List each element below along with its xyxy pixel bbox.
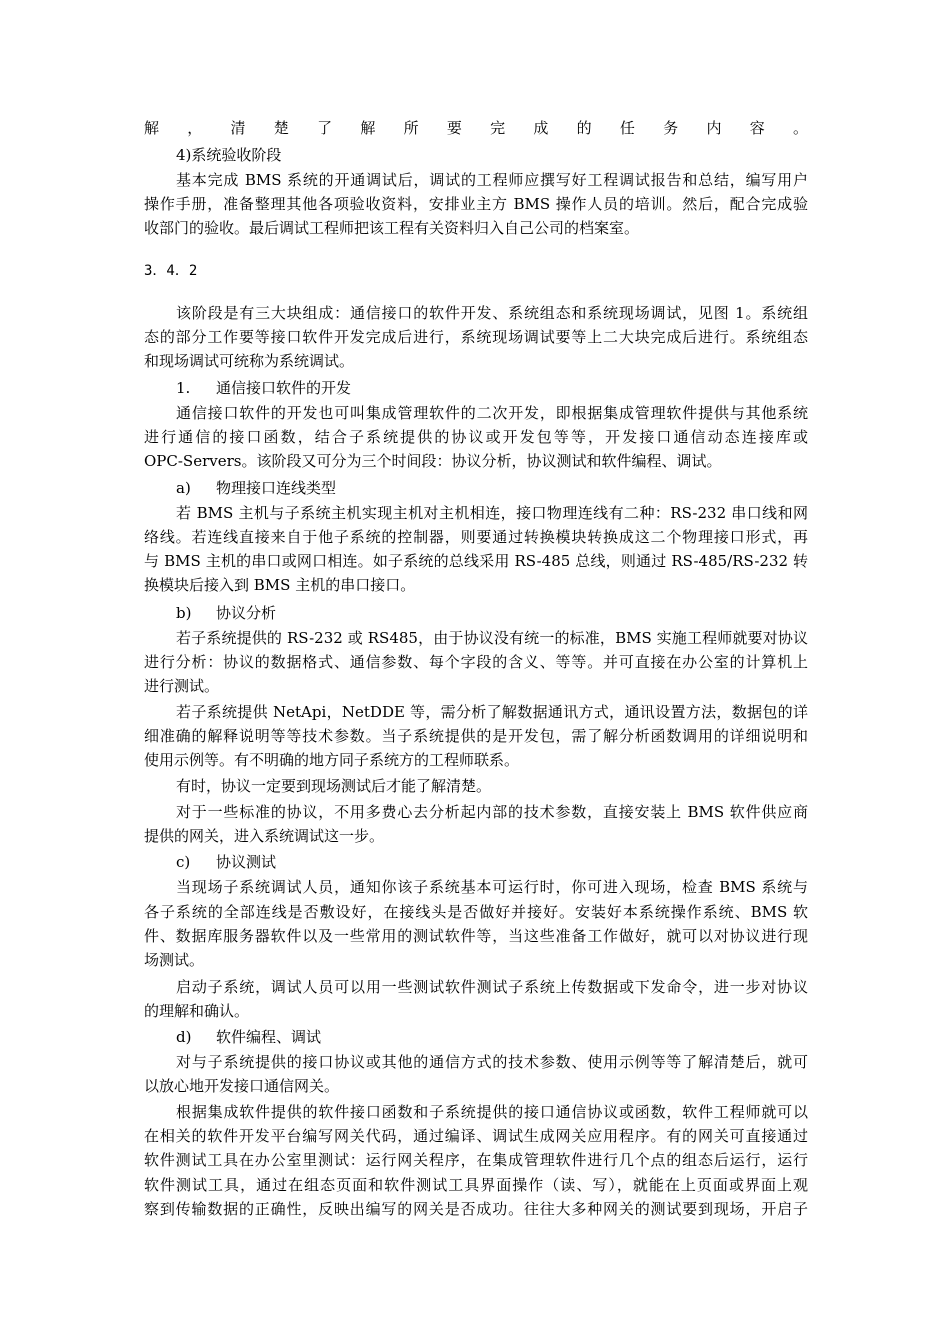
list-marker: c) (176, 853, 191, 871)
list-marker: b) (176, 604, 192, 622)
paragraph-line: 进行测试。 (144, 677, 220, 695)
list-item-label: 协议测试 (216, 853, 277, 871)
paragraph-line: 提供的网关，进入系统调试这一步。 (144, 827, 385, 845)
paragraph-line: 细准确的解释说明等等技术参数。当子系统提供的是开发包，需了解分析函数调用的详细说明和 (144, 727, 808, 745)
paragraph-line: 察到传输数据的正确性，反映出编写的网关是否成功。往往大多种网关的测试要到现场，开启子 (144, 1200, 808, 1218)
paragraph-line: 对于一些标准的协议，不用多费心去分析起内部的技术参数，直接安装上 BMS 软件供应商 (176, 803, 808, 821)
paragraph-line: 态的部分工作要等接口软件开发完成后进行，系统现场调试要等上二大块完成后进行。系统组态 (144, 328, 808, 346)
paragraph-line: 在相关的软件开发平台编写网关代码，通过编译、调试生成网关应用程序。有的网关可直接通过 (144, 1127, 808, 1145)
paragraph-line: 络线。若连线直接来自于他子系统的控制器，则要通过转换模块转换成这二个物理接口形式，再 (144, 528, 808, 546)
list-item-label: 协议分析 (216, 604, 277, 622)
list-item-d (176, 1027, 321, 1047)
paragraph-line: 场测试。 (144, 951, 205, 969)
list-marker: d) (176, 1028, 192, 1046)
paragraph-line: 根据集成软件提供的软件接口函数和子系统提供的接口通信协议或函数，软件工程师就可以 (176, 1103, 808, 1121)
paragraph-line: 收部门的验收。最后调试工程师把该工程有关资料归入自己公司的档案室。 (144, 219, 640, 237)
section-title: 4)系统验收阶段 (176, 146, 282, 164)
paragraph-line: 进行通信的接口函数，结合子系统提供的协议或开发包等等，开发接口通信动态连接库或 (144, 428, 808, 446)
paragraph-line: 对与子系统提供的接口协议或其他的通信方式的技术参数、使用示例等等了解清楚后，就可 (176, 1053, 808, 1071)
paragraph-line: 进行分析：协议的数据格式、通信参数、每个字段的含义、等等。并可直接在办公室的计算机上 (144, 653, 808, 671)
list-item-label: 物理接口连线类型 (216, 479, 337, 497)
paragraph-line: 解，清楚了解所要完成的任务内容。 (144, 119, 808, 137)
paragraph-line: 件、数据库服务器软件以及一些常用的测试软件等，当这些准备工作做好，就可以对协议进行现 (144, 927, 808, 945)
paragraph-line: OPC-Servers。该阶段又可分为三个时间段：协议分析，协议测试和软件编程、调试。 (144, 452, 722, 470)
list-marker: 1. (176, 379, 191, 397)
paragraph-line: 以放心地开发接口通信网关。 (144, 1077, 340, 1095)
paragraph-line: 若 BMS 主机与子系统主机实现主机对主机相连，接口物理连线有二种：RS-232 串口线和网 (176, 504, 808, 522)
list-marker: a) (176, 479, 191, 497)
paragraph-line: 软件测试工具在办公室里测试：运行网关程序，在集成管理软件进行几个点的组态后运行，运行 (144, 1151, 808, 1169)
paragraph-line: 若子系统提供 NetApi，NetDDE 等，需分析了解数据通讯方式，通讯设置方法，数据包的详 (176, 703, 808, 721)
paragraph-line: 的理解和确认。 (144, 1002, 250, 1020)
section-heading: 3．4．2 (144, 263, 198, 279)
paragraph-line: 若子系统提供的 RS-232 或 RS485，由于协议没有统一的标准，BMS 实施工程师就要对协议 (176, 629, 808, 647)
list-item-1 (176, 378, 351, 398)
paragraph-line: 当现场子系统调试人员，通知你该子系统基本可运行时，你可进入现场，检查 BMS 系统与 (176, 878, 808, 896)
paragraph-line: 操作手册，准备整理其他各项验收资料，安排业主方 BMS 操作人员的培训。然后，配合完成验 (144, 195, 808, 213)
paragraph-line: 基本完成 BMS 系统的开通调试后，调试的工程师应撰写好工程调试报告和总结，编写用户 (176, 171, 808, 189)
paragraph-line: 与 BMS 主机的串口或网口相连。如子系统的总线采用 RS-485 总线，则通过 RS-485/RS-232 转 (144, 552, 808, 570)
paragraph-line: 各子系统的全部连线是否敷设好，在接线头是否做好并接好。安装好本系统操作系统、BMS 软 (144, 903, 808, 921)
paragraph-line: 换模块后接入到 BMS 主机的串口接口。 (144, 576, 416, 594)
paragraph-line: 软件测试工具，通过在组态页面和软件测试工具界面操作（读、写），就能在上页面或界面上观 (144, 1176, 808, 1194)
paragraph-line: 通信接口软件的开发也可叫集成管理软件的二次开发，即根据集成管理软件提供与其他系统 (176, 404, 808, 422)
list-item-label: 通信接口软件的开发 (216, 379, 352, 397)
list-item-label: 软件编程、调试 (216, 1028, 322, 1046)
paragraph-line: 该阶段是有三大块组成：通信接口的软件开发、系统组态和系统现场调试，见图 1。系统组 (176, 304, 808, 322)
list-item-c (176, 852, 276, 872)
paragraph-line: 有时，协议一定要到现场测试后才能了解清楚。 (176, 777, 492, 795)
paragraph-line: 启动子系统，调试人员可以用一些测试软件测试子系统上传数据或下发命令，进一步对协议 (176, 978, 808, 996)
paragraph-line: 和现场调试可统称为系统调试。 (144, 352, 355, 370)
paragraph-line: 使用示例等。有不明确的地方同子系统方的工程师联系。 (144, 751, 520, 769)
list-item-a (176, 478, 336, 498)
list-item-b (176, 603, 276, 623)
